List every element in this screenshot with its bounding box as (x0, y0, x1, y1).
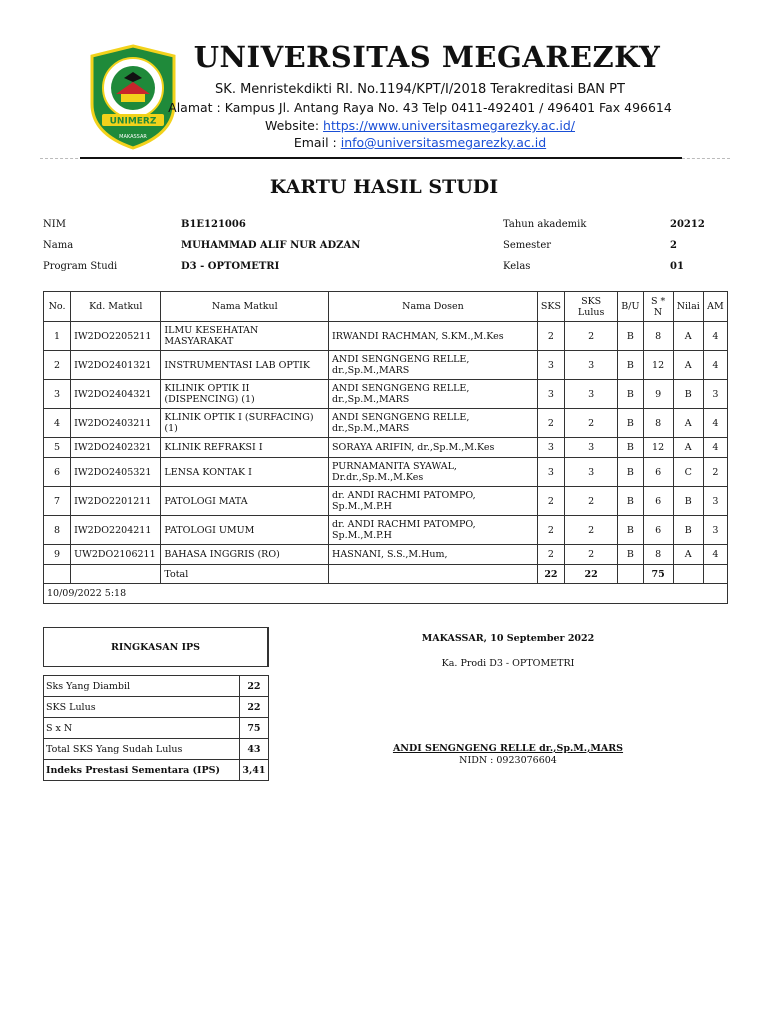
summary-spacer (44, 667, 269, 676)
cell-bu: B (618, 380, 643, 409)
cell-am: 4 (703, 545, 727, 565)
cell-no: 5 (44, 438, 71, 458)
cell-sks-lulus: 2 (565, 322, 618, 351)
signature-name (388, 743, 628, 754)
summary-label: SKS Lulus (44, 697, 240, 718)
summary-value: 75 (240, 718, 268, 739)
cell-am: 3 (703, 380, 727, 409)
cell-sks-lulus: 3 (565, 458, 618, 487)
email-line (160, 135, 680, 150)
header-am: AM (703, 292, 727, 322)
ips-summary-table (43, 627, 269, 781)
cell-code: IW2DO2204211 (71, 516, 161, 545)
cell-lecturer: HASNANI, S.S.,M.Hum, (329, 545, 538, 565)
cell-bu: B (618, 487, 643, 516)
cell-no: 7 (44, 487, 71, 516)
website-link[interactable]: https://www.universitasmegarezky.ac.id/ (323, 118, 576, 133)
summary-row (44, 718, 269, 739)
cell-sks: 2 (537, 409, 564, 438)
cell-course: ILMU KESEHATAN MASYARAKAT (161, 322, 329, 351)
total-sks-lulus: 22 (565, 565, 618, 584)
cell-nilai: A (673, 351, 703, 380)
table-row (44, 409, 728, 438)
website-line (160, 118, 680, 133)
cell-sks: 2 (537, 487, 564, 516)
cell-nilai: A (673, 322, 703, 351)
cell-no: 2 (44, 351, 71, 380)
total-sxn: 75 (643, 565, 673, 584)
cell-sks: 2 (537, 322, 564, 351)
signature-role: Ka. Prodi D3 - OPTOMETRI (441, 658, 575, 669)
header-lecturer: Nama Dosen (329, 292, 538, 322)
cell-code: UW2DO2106211 (71, 545, 161, 565)
cell-bu: B (618, 545, 643, 565)
website-label: Website: (264, 118, 320, 133)
cell-am: 3 (703, 516, 727, 545)
table-row (44, 487, 728, 516)
cell-sks-lulus: 3 (565, 351, 618, 380)
header-sxn: S * N (643, 292, 673, 322)
cell-sks-lulus: 2 (565, 516, 618, 545)
cell-am: 4 (703, 409, 727, 438)
cell-lecturer: PURNAMANITA SYAWAL, Dr.dr.,Sp.M.,M.Kes (329, 458, 538, 487)
cell-lecturer: IRWANDI RACHMAN, S.KM.,M.Kes (329, 322, 538, 351)
cell-am: 3 (703, 487, 727, 516)
cell-nilai: A (673, 545, 703, 565)
cell-sks: 3 (537, 458, 564, 487)
cell-bu: B (618, 458, 643, 487)
summary-row (44, 739, 269, 760)
cell-sxn: 12 (643, 351, 673, 380)
year-label: Tahun akademik (503, 219, 587, 230)
class-label: Kelas (503, 261, 531, 272)
cell-sks-lulus: 3 (565, 438, 618, 458)
total-empty-code (71, 565, 161, 584)
cell-am: 4 (703, 351, 727, 380)
cell-lecturer: dr. ANDI RACHMI PATOMPO, Sp.M.,M.P.H (329, 487, 538, 516)
cell-sxn: 6 (643, 458, 673, 487)
summary-row (44, 697, 269, 718)
header-sks: SKS (537, 292, 564, 322)
cell-code: IW2DO2402321 (71, 438, 161, 458)
summary-title: RINGKASAN IPS (44, 628, 269, 667)
table-row (44, 351, 728, 380)
class-value: 01 (670, 261, 684, 272)
cell-no: 1 (44, 322, 71, 351)
letterhead-divider (80, 157, 682, 159)
email-label: Email : (293, 135, 337, 150)
total-empty-no (44, 565, 71, 584)
cell-sxn: 8 (643, 545, 673, 565)
year-value: 20212 (670, 219, 705, 230)
program-value: D3 - OPTOMETRI (181, 261, 280, 272)
cell-bu: B (618, 516, 643, 545)
cell-course: PATOLOGI UMUM (161, 516, 329, 545)
cell-no: 6 (44, 458, 71, 487)
cell-sxn: 8 (643, 322, 673, 351)
accreditation-line: SK. Menristekdikti RI. No.1194/KPT/I/2018 Terakreditasi BAN PT (215, 82, 625, 97)
summary-label: Sks Yang Diambil (44, 676, 240, 697)
cell-sxn: 9 (643, 380, 673, 409)
semester-label: Semester (503, 240, 552, 251)
table-row (44, 322, 728, 351)
cell-nilai: A (673, 438, 703, 458)
cell-code: IW2DO2205211 (71, 322, 161, 351)
cell-sks: 3 (537, 380, 564, 409)
cell-course: PATOLOGI MATA (161, 487, 329, 516)
semester-value: 2 (670, 240, 677, 251)
cell-sks-lulus: 2 (565, 409, 618, 438)
cell-bu: B (618, 322, 643, 351)
cell-sks: 2 (537, 545, 564, 565)
total-label: Total (161, 565, 329, 584)
nim-label: NIM (43, 219, 66, 230)
cell-sxn: 12 (643, 438, 673, 458)
cell-no: 8 (44, 516, 71, 545)
logo-wordmark: UNIMERZ (109, 116, 157, 127)
cell-sks: 3 (537, 438, 564, 458)
cell-lecturer: SORAYA ARIFIN, dr.,Sp.M.,M.Kes (329, 438, 538, 458)
cell-nilai: A (673, 409, 703, 438)
grades-table (43, 291, 728, 604)
summary-label: Indeks Prestasi Sementara (IPS) (44, 760, 240, 781)
cell-sxn: 6 (643, 487, 673, 516)
cell-course: KLINIK REFRAKSI I (161, 438, 329, 458)
cell-nilai: B (673, 487, 703, 516)
cell-course: BAHASA INGGRIS (RO) (161, 545, 329, 565)
cell-code: IW2DO2201211 (71, 487, 161, 516)
cell-code: IW2DO2403211 (71, 409, 161, 438)
table-row (44, 438, 728, 458)
summary-value: 22 (240, 676, 268, 697)
summary-row (44, 760, 269, 781)
name-label: Nama (43, 240, 74, 251)
summary-value: 43 (240, 739, 268, 760)
cell-sxn: 6 (643, 516, 673, 545)
header-bu: B/U (618, 292, 643, 322)
cell-lecturer: ANDI SENGNGENG RELLE, dr.,Sp.M.,MARS (329, 351, 538, 380)
header-sks-lulus: SKS Lulus (565, 292, 618, 322)
cell-course: LENSA KONTAK I (161, 458, 329, 487)
cell-bu: B (618, 409, 643, 438)
cell-code: IW2DO2405321 (71, 458, 161, 487)
total-sks: 22 (537, 565, 564, 584)
address-line: Alamat : Kampus Jl. Antang Raya No. 43 Telp 0411-492401 / 496401 Fax 496614 (168, 100, 672, 115)
header-nilai: Nilai (673, 292, 703, 322)
program-label: Program Studi (43, 261, 118, 272)
cell-sks-lulus: 3 (565, 380, 618, 409)
name-value: MUHAMMAD ALIF NUR ADZAN (181, 240, 361, 251)
cell-no: 3 (44, 380, 71, 409)
document-title: KARTU HASIL STUDI (269, 176, 499, 198)
cell-sks: 3 (537, 351, 564, 380)
cell-no: 9 (44, 545, 71, 565)
table-row (44, 545, 728, 565)
summary-row (44, 676, 269, 697)
cell-code: IW2DO2401321 (71, 351, 161, 380)
cell-am: 4 (703, 322, 727, 351)
table-row (44, 380, 728, 409)
university-name: UNIVERSITAS MEGAREZKY (193, 40, 661, 74)
header-no: No. (44, 292, 71, 322)
cell-am: 4 (703, 438, 727, 458)
cell-am: 2 (703, 458, 727, 487)
total-empty-bu (618, 565, 643, 584)
cell-nilai: B (673, 516, 703, 545)
summary-value: 22 (240, 697, 268, 718)
cell-bu: B (618, 351, 643, 380)
header-code: Kd. Matkul (71, 292, 161, 322)
cell-nilai: C (673, 458, 703, 487)
nim-value: B1E121006 (181, 219, 246, 230)
cell-lecturer: ANDI SENGNGENG RELLE, dr.,Sp.M.,MARS (329, 409, 538, 438)
total-row (44, 565, 728, 584)
cell-lecturer: ANDI SENGNGENG RELLE, dr.,Sp.M.,MARS (329, 380, 538, 409)
print-timestamp-row (44, 584, 728, 604)
email-link[interactable]: info@universitasmegarezky.ac.id (340, 135, 547, 150)
signature-name-text: ANDI SENGNGENG RELLE dr.,Sp.M.,MARS (392, 743, 624, 754)
cell-sxn: 8 (643, 409, 673, 438)
cell-sks: 2 (537, 516, 564, 545)
cell-no: 4 (44, 409, 71, 438)
print-timestamp: 10/09/2022 5:18 (44, 584, 728, 604)
cell-sks-lulus: 2 (565, 487, 618, 516)
total-empty-nilai (673, 565, 703, 584)
cell-sks-lulus: 2 (565, 545, 618, 565)
cell-nilai: B (673, 380, 703, 409)
total-empty-lecturer (329, 565, 538, 584)
cell-course: KILINIK OPTIK II (DISPENCING) (1) (161, 380, 329, 409)
summary-label: S x N (44, 718, 240, 739)
cell-course: INSTRUMENTASI LAB OPTIK (161, 351, 329, 380)
logo-city: MAKASSAR (119, 134, 147, 140)
cell-lecturer: dr. ANDI RACHMI PATOMPO, Sp.M.,M.P.H (329, 516, 538, 545)
summary-header-row (44, 628, 269, 667)
summary-label: Total SKS Yang Sudah Lulus (44, 739, 240, 760)
header-course: Nama Matkul (161, 292, 329, 322)
table-row (44, 516, 728, 545)
cell-code: IW2DO2404321 (71, 380, 161, 409)
signature-place-date: MAKASSAR, 10 September 2022 (421, 633, 595, 644)
cell-bu: B (618, 438, 643, 458)
table-row (44, 458, 728, 487)
total-empty-am (703, 565, 727, 584)
signature-nidn: NIDN : 0923076604 (459, 755, 557, 766)
summary-value: 3,41 (240, 760, 268, 781)
table-header-row (44, 292, 728, 322)
cell-course: KLINIK OPTIK I (SURFACING) (1) (161, 409, 329, 438)
